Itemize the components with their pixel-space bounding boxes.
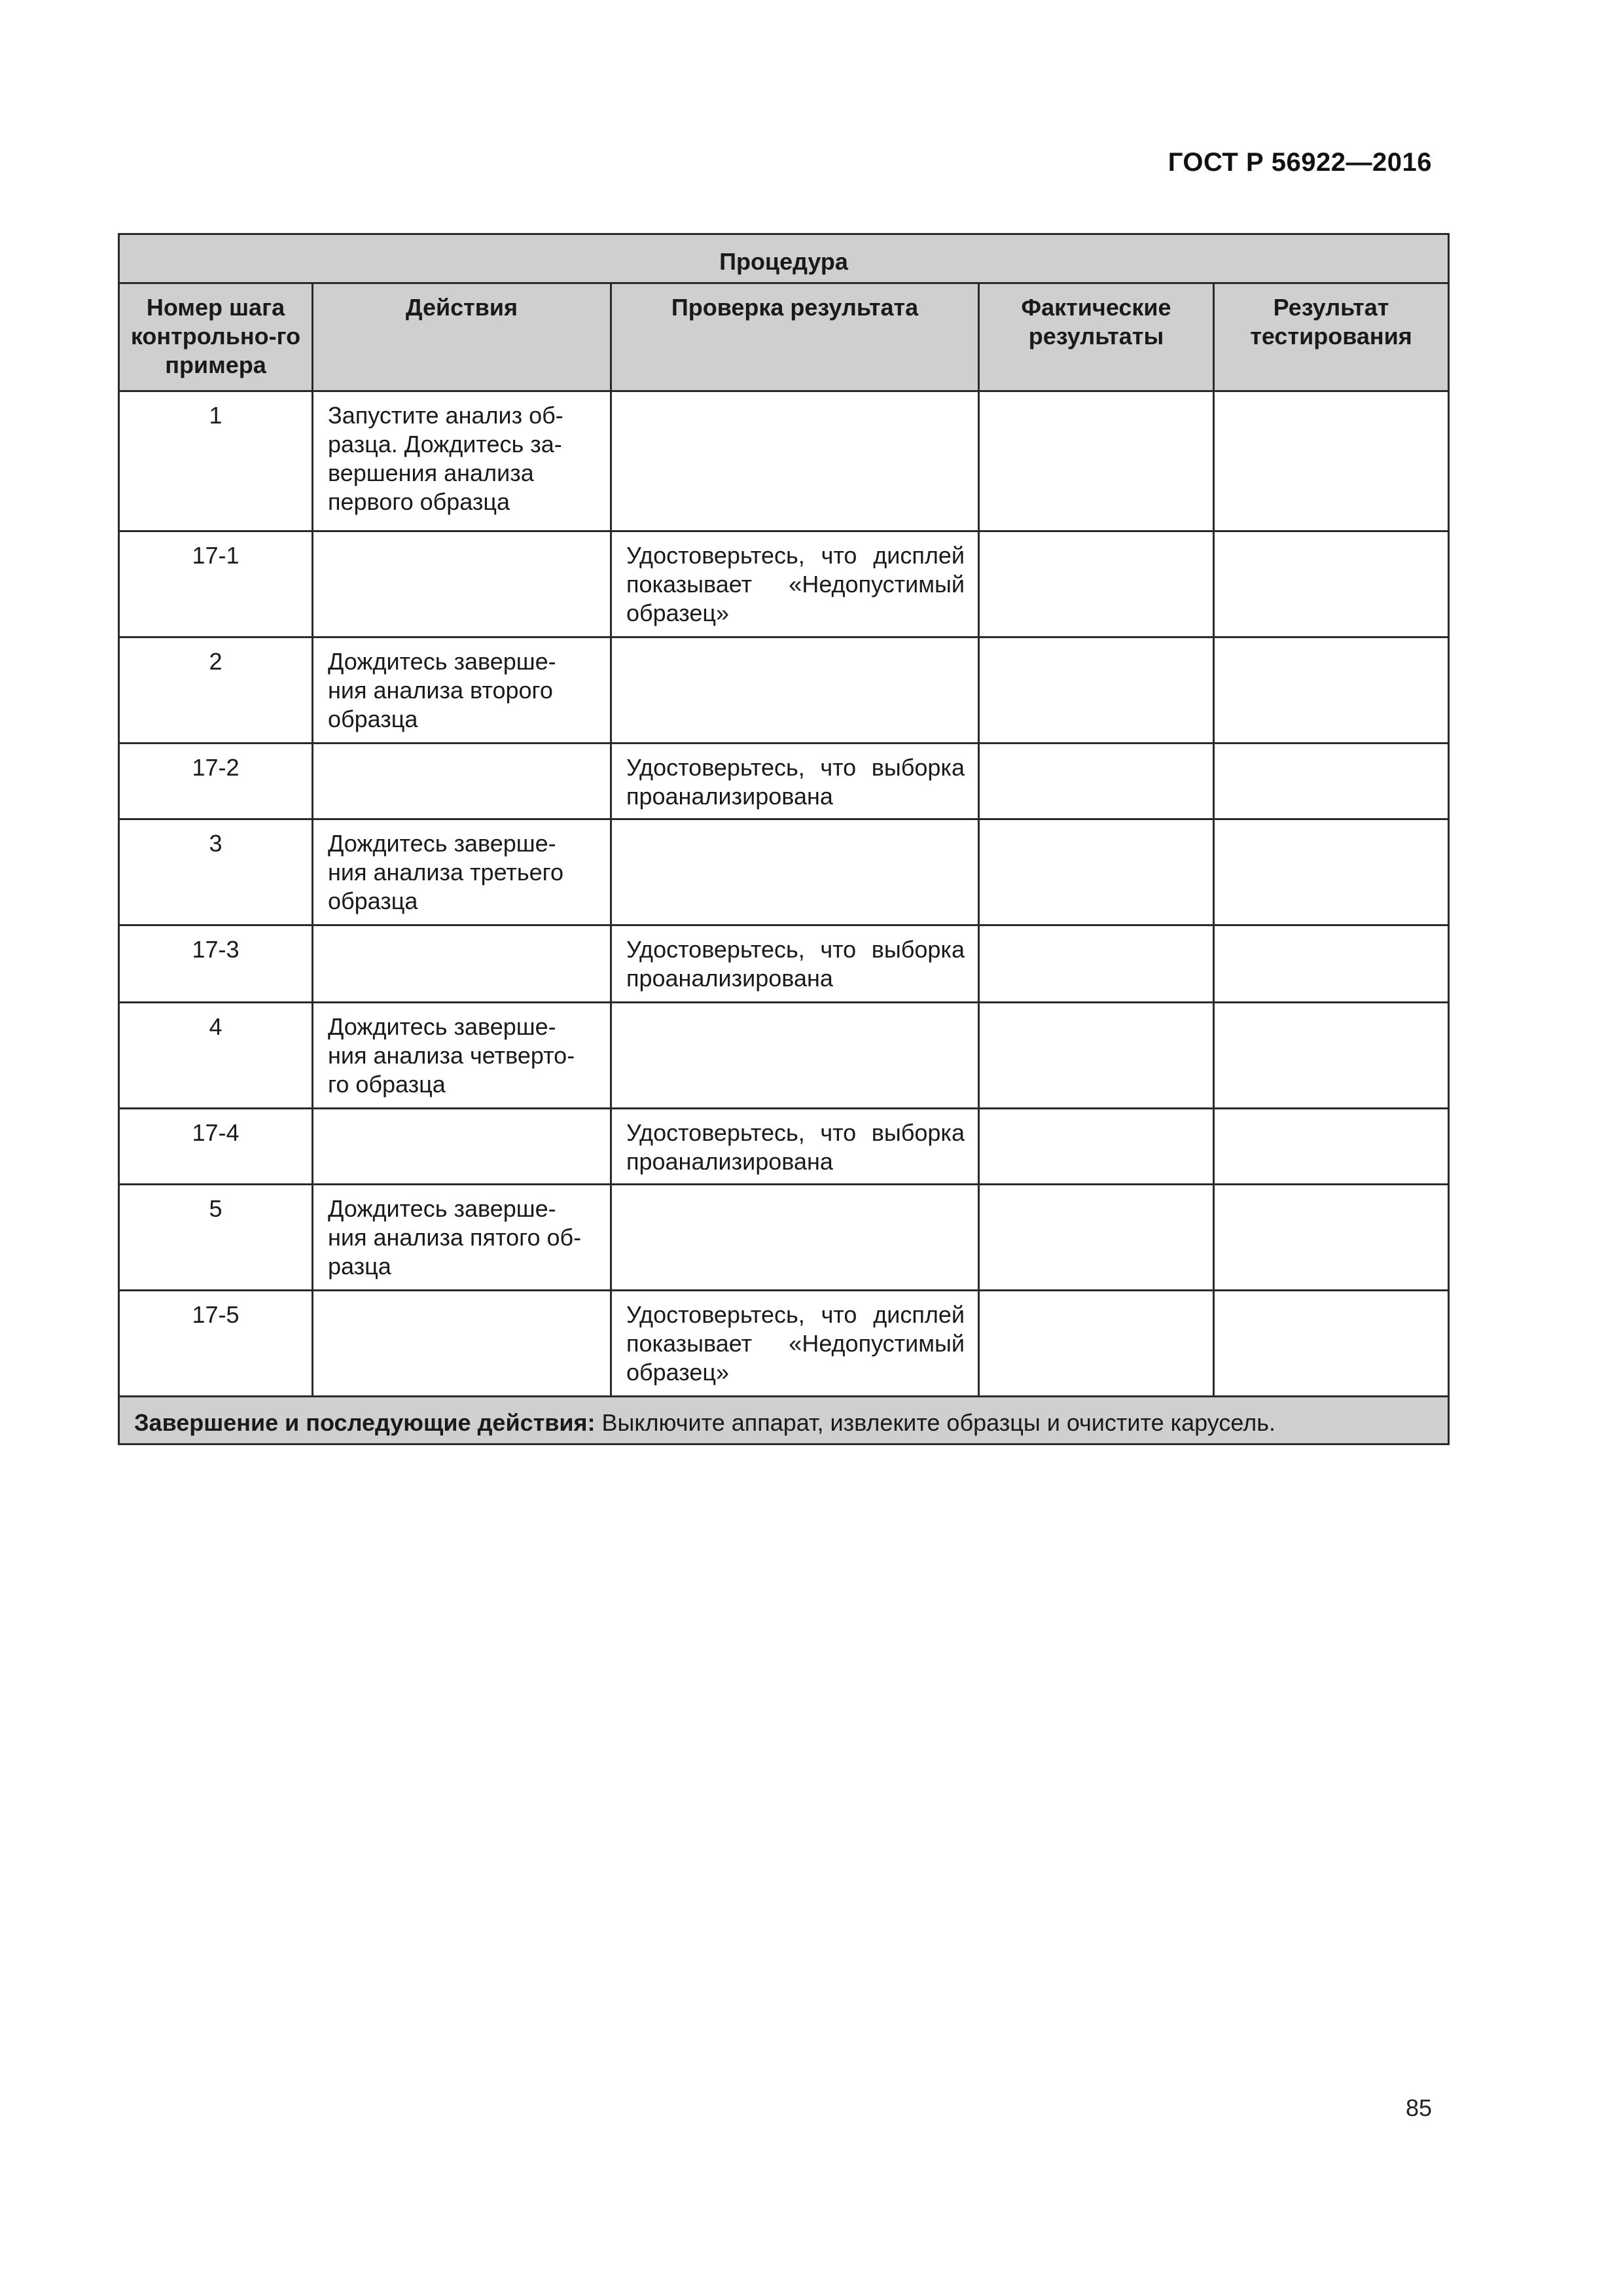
check-cell (611, 925, 979, 1003)
document-code: ГОСТ Р 56922—2016 (1168, 148, 1432, 177)
table-row (119, 1185, 1449, 1291)
step-number: 17-2 (192, 754, 240, 781)
actual-result-text (980, 638, 1213, 647)
test-result-text (1215, 1185, 1448, 1194)
action-text: Дождитесь заверше- ния анализа второго образца (328, 648, 556, 732)
step-number-cell (119, 637, 313, 744)
actual-result-text (980, 744, 1213, 753)
table-row (119, 1109, 1449, 1185)
check-cell (611, 637, 979, 744)
actual-result-text (980, 926, 1213, 935)
step-number-cell (119, 744, 313, 819)
actual-result-text (980, 1109, 1213, 1119)
test-result-text (1215, 638, 1448, 647)
actual-result-cell (979, 925, 1214, 1003)
table-row (119, 1291, 1449, 1397)
column-header-actions (313, 283, 611, 391)
action-cell (313, 1109, 611, 1185)
check-cell (611, 1003, 979, 1109)
check-text: Удостоверьтесь, что выборка проанализирована (626, 754, 965, 810)
check-text: Удостоверьтесь, что выборка проанализирована (626, 936, 965, 992)
step-number: 17-4 (192, 1119, 240, 1146)
action-text: Запустите анализ об- разца. Дождитесь за- вершения анализа первого образца (328, 402, 563, 515)
check-text (612, 1003, 978, 1013)
step-number-cell (119, 925, 313, 1003)
actual-result-cell (979, 1185, 1214, 1291)
check-text (612, 638, 978, 647)
step-number: 17-3 (192, 936, 240, 963)
table-row (119, 1003, 1449, 1109)
step-number-cell (119, 1185, 313, 1291)
table-row (119, 925, 1449, 1003)
step-number: 4 (209, 1013, 223, 1040)
column-header-label: Действия (405, 294, 518, 321)
check-text: Удостоверьтесь, что дисплей показывает «Недопустимый образец» (626, 1301, 965, 1386)
completion-actions-label: Завершение и последующие действия: (134, 1409, 596, 1436)
check-cell (611, 1291, 979, 1397)
test-result-cell (1214, 531, 1449, 637)
test-result-text (1215, 744, 1448, 753)
step-number: 3 (209, 830, 223, 857)
column-header-step-number (119, 283, 313, 391)
actual-result-cell (979, 1109, 1214, 1185)
action-text (313, 532, 610, 541)
test-result-cell (1214, 1003, 1449, 1109)
test-result-cell (1214, 1109, 1449, 1185)
check-cell (611, 1185, 979, 1291)
actual-result-text (980, 820, 1213, 829)
column-header-result-check (611, 283, 979, 391)
table-row (119, 391, 1449, 531)
test-result-text (1215, 532, 1448, 541)
completion-actions-cell (119, 1397, 1449, 1444)
test-result-cell (1214, 1185, 1449, 1291)
actual-result-cell (979, 391, 1214, 531)
column-header-label: Проверка результата (671, 294, 919, 321)
table-footer-row (119, 1397, 1449, 1444)
actual-result-text (980, 1291, 1213, 1300)
step-number-cell (119, 531, 313, 637)
check-text (612, 392, 978, 401)
step-number-cell (119, 1291, 313, 1397)
step-number: 5 (209, 1195, 223, 1222)
action-text (313, 926, 610, 935)
table-title-text: Процедура (719, 248, 848, 275)
table-title (119, 234, 1449, 283)
test-result-cell (1214, 819, 1449, 925)
actual-result-cell (979, 1291, 1214, 1397)
completion-actions-text: Выключите аппарат, извлеките образцы и очистите карусель. (595, 1409, 1275, 1436)
actual-result-text (980, 1003, 1213, 1013)
table-row (119, 744, 1449, 819)
check-text: Удостоверьтесь, что дисплей показывает «Недопустимый образец» (626, 542, 965, 626)
column-header-actual-results (979, 283, 1214, 391)
actual-result-cell (979, 1003, 1214, 1109)
table-row (119, 819, 1449, 925)
test-result-text (1215, 926, 1448, 935)
procedure-table (118, 233, 1450, 1445)
page-number: 85 (1405, 2094, 1432, 2121)
test-result-cell (1214, 744, 1449, 819)
action-text: Дождитесь заверше- ния анализа пятого об- разца (328, 1195, 582, 1280)
actual-result-cell (979, 744, 1214, 819)
test-result-text (1215, 820, 1448, 829)
actual-result-text (980, 392, 1213, 401)
action-cell (313, 925, 611, 1003)
test-result-text (1215, 1109, 1448, 1119)
check-text (612, 820, 978, 829)
check-cell (611, 744, 979, 819)
action-cell (313, 391, 611, 531)
table-row (119, 637, 1449, 744)
test-result-cell (1214, 1291, 1449, 1397)
check-cell (611, 391, 979, 531)
action-cell (313, 1185, 611, 1291)
step-number-cell (119, 1109, 313, 1185)
actual-result-cell (979, 531, 1214, 637)
table-row (119, 531, 1449, 637)
column-header-label: Результат тестирования (1250, 294, 1412, 350)
step-number-cell (119, 819, 313, 925)
column-header-test-result (1214, 283, 1449, 391)
step-number: 17-1 (192, 542, 240, 569)
action-text (313, 1109, 610, 1119)
test-result-text (1215, 392, 1448, 401)
actual-result-cell (979, 637, 1214, 744)
action-cell (313, 1291, 611, 1397)
step-number: 2 (209, 648, 223, 675)
column-header-label: Номер шага контрольно-го примера (130, 294, 301, 378)
test-result-cell (1214, 637, 1449, 744)
test-result-cell (1214, 391, 1449, 531)
action-text: Дождитесь заверше- ния анализа четверто- го образца (328, 1013, 575, 1098)
action-cell (313, 819, 611, 925)
actual-result-text (980, 532, 1213, 541)
completion-actions (120, 1403, 1448, 1437)
action-cell (313, 531, 611, 637)
check-cell (611, 1109, 979, 1185)
action-cell (313, 1003, 611, 1109)
test-result-text (1215, 1291, 1448, 1300)
check-cell (611, 531, 979, 637)
step-number-cell (119, 1003, 313, 1109)
column-header-label: Фактические результаты (1021, 294, 1171, 350)
step-number-cell (119, 391, 313, 531)
test-result-text (1215, 1003, 1448, 1013)
actual-result-cell (979, 819, 1214, 925)
action-text: Дождитесь заверше- ния анализа третьего образца (328, 830, 564, 914)
check-text (612, 1185, 978, 1194)
step-number: 17-5 (192, 1301, 240, 1328)
action-text (313, 744, 610, 753)
check-cell (611, 819, 979, 925)
test-result-cell (1214, 925, 1449, 1003)
action-cell (313, 637, 611, 744)
action-text (313, 1291, 610, 1300)
action-cell (313, 744, 611, 819)
check-text: Удостоверьтесь, что выборка проанализирована (626, 1119, 965, 1175)
step-number: 1 (209, 402, 223, 429)
actual-result-text (980, 1185, 1213, 1194)
